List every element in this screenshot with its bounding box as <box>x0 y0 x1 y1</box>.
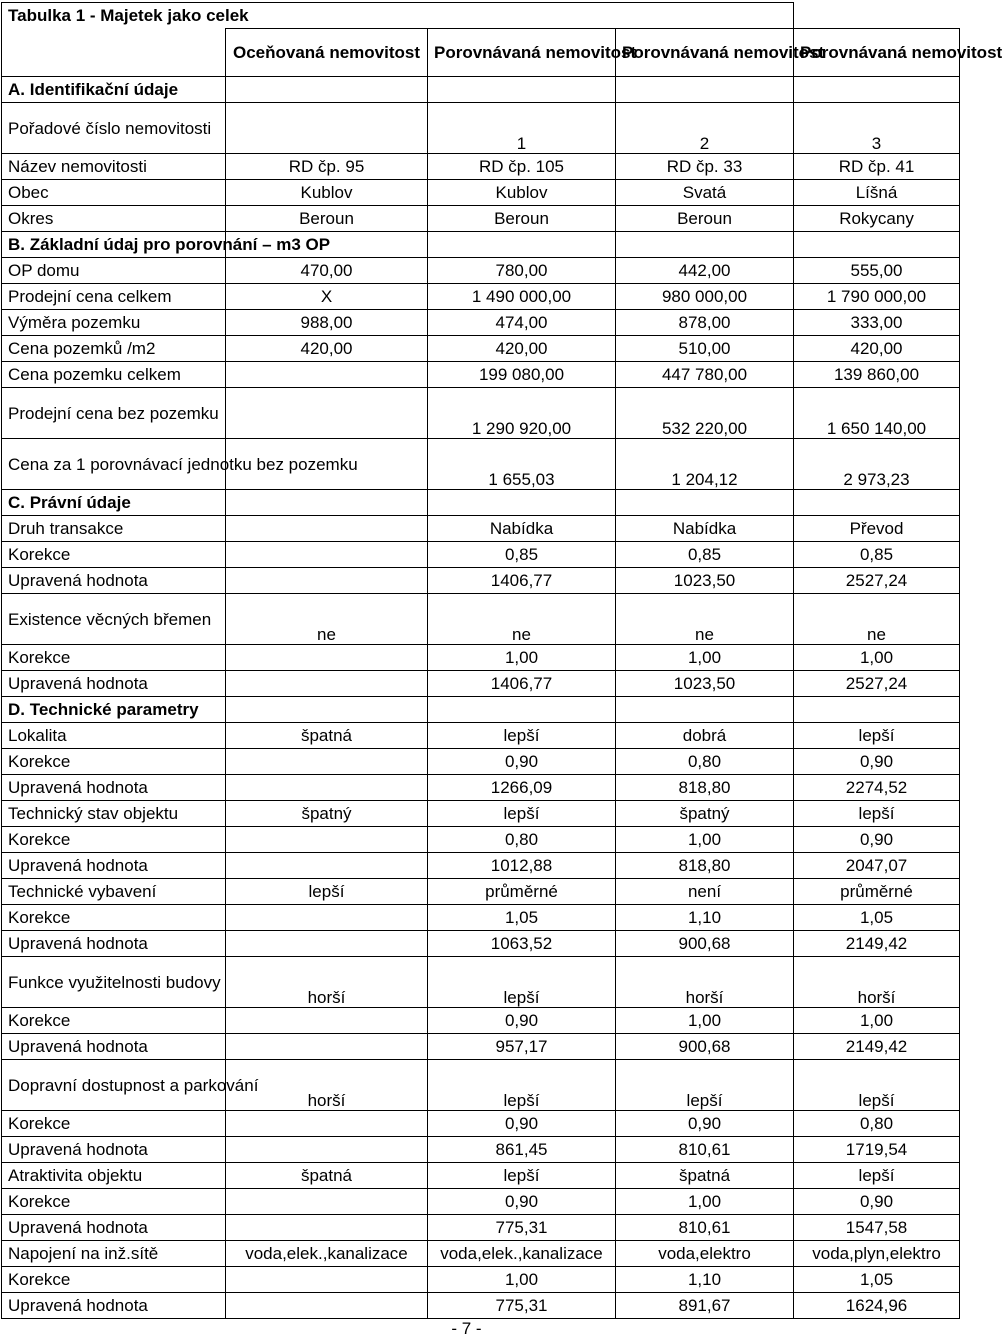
value-cell: RD čp. 33 <box>616 154 794 180</box>
section-row-d <box>2 697 960 723</box>
value-cell: horší <box>616 957 794 1008</box>
value-cell: špatná <box>226 1163 428 1189</box>
value-cell: 957,17 <box>428 1034 616 1060</box>
empty-cell <box>226 697 428 723</box>
value-cell: 2527,24 <box>794 671 960 697</box>
value-cell: 1 655,03 <box>428 439 616 490</box>
value-cell: lepší <box>226 879 428 905</box>
value-cell: 420,00 <box>794 336 960 362</box>
row-label: Korekce <box>2 749 226 775</box>
value-cell: 1,00 <box>616 827 794 853</box>
row-label: Prodejní cena celkem <box>2 284 226 310</box>
value-cell: horší <box>226 1060 428 1111</box>
row-label: Korekce <box>2 1008 226 1034</box>
empty-cell <box>794 232 960 258</box>
value-cell: 810,61 <box>616 1137 794 1163</box>
value-cell: 0,85 <box>616 542 794 568</box>
value-cell: 0,90 <box>428 1189 616 1215</box>
value-cell: RD čp. 95 <box>226 154 428 180</box>
row-label: Okres <box>2 206 226 232</box>
table-row <box>2 1111 960 1137</box>
value-cell: 1,10 <box>616 1267 794 1293</box>
table-row <box>2 827 960 853</box>
value-cell: 333,00 <box>794 310 960 336</box>
value-cell: 0,90 <box>428 749 616 775</box>
value-cell: 1 <box>428 103 616 154</box>
value-cell: 3 <box>794 103 960 154</box>
empty-cell <box>428 697 616 723</box>
table-row <box>2 671 960 697</box>
row-label: Upravená hodnota <box>2 568 226 594</box>
empty-cell <box>794 490 960 516</box>
value-cell: 0,90 <box>428 1111 616 1137</box>
table-title: Tabulka 1 - Majetek jako celek <box>2 3 794 29</box>
value-cell: 1719,54 <box>794 1137 960 1163</box>
table-row <box>2 310 960 336</box>
row-label: Upravená hodnota <box>2 853 226 879</box>
value-cell <box>226 749 428 775</box>
row-label: Obec <box>2 180 226 206</box>
value-cell: 1,00 <box>616 1008 794 1034</box>
value-cell: 1266,09 <box>428 775 616 801</box>
title-blank-cell <box>794 3 960 29</box>
row-label: Prodejní cena bez pozemku <box>2 388 226 439</box>
value-cell <box>226 1293 428 1319</box>
value-cell: 2047,07 <box>794 853 960 879</box>
row-label: Korekce <box>2 645 226 671</box>
section-row-c <box>2 490 960 516</box>
row-label: Korekce <box>2 827 226 853</box>
value-cell: 1,00 <box>794 1008 960 1034</box>
value-cell: 1406,77 <box>428 568 616 594</box>
row-label: Lokalita <box>2 723 226 749</box>
table-row <box>2 1241 960 1267</box>
row-label: Název nemovitosti <box>2 154 226 180</box>
table-row <box>2 1008 960 1034</box>
value-cell: Nabídka <box>616 516 794 542</box>
value-cell: 818,80 <box>616 853 794 879</box>
value-cell: 0,90 <box>794 1189 960 1215</box>
table-row <box>2 336 960 362</box>
value-cell: 199 080,00 <box>428 362 616 388</box>
value-cell: 2 973,23 <box>794 439 960 490</box>
row-label: Upravená hodnota <box>2 775 226 801</box>
value-cell: Převod <box>794 516 960 542</box>
value-cell: 1,05 <box>794 1267 960 1293</box>
value-cell: Beroun <box>616 206 794 232</box>
value-cell: 2527,24 <box>794 568 960 594</box>
row-label: Upravená hodnota <box>2 671 226 697</box>
value-cell: 442,00 <box>616 258 794 284</box>
value-cell: horší <box>794 957 960 1008</box>
value-cell: špatná <box>226 723 428 749</box>
header-row <box>2 29 960 77</box>
table-row <box>2 154 960 180</box>
table-row <box>2 775 960 801</box>
value-cell: 1624,96 <box>794 1293 960 1319</box>
value-cell: Beroun <box>226 206 428 232</box>
value-cell: 1 204,12 <box>616 439 794 490</box>
table-row <box>2 879 960 905</box>
value-cell: 1063,52 <box>428 931 616 957</box>
value-cell: horší <box>226 957 428 1008</box>
table-row <box>2 542 960 568</box>
value-cell: lepší <box>794 801 960 827</box>
table-row <box>2 931 960 957</box>
row-label: Cena za 1 porovnávací jednotku bez pozemku <box>2 439 226 490</box>
value-cell: Kublov <box>226 180 428 206</box>
table-row <box>2 258 960 284</box>
value-cell <box>226 853 428 879</box>
value-cell: 1,00 <box>428 1267 616 1293</box>
table-row <box>2 594 960 645</box>
row-label: OP domu <box>2 258 226 284</box>
value-cell: 900,68 <box>616 931 794 957</box>
table-row <box>2 1189 960 1215</box>
value-cell: Nabídka <box>428 516 616 542</box>
empty-cell <box>616 697 794 723</box>
value-cell <box>226 1111 428 1137</box>
value-cell <box>226 516 428 542</box>
value-cell: 0,90 <box>428 1008 616 1034</box>
table-row <box>2 905 960 931</box>
empty-cell <box>616 232 794 258</box>
value-cell <box>226 388 428 439</box>
row-label: Korekce <box>2 905 226 931</box>
value-cell: 1,00 <box>794 645 960 671</box>
table-row <box>2 568 960 594</box>
value-cell: lepší <box>616 1060 794 1111</box>
value-cell: 2 <box>616 103 794 154</box>
row-label: Existence věcných břemen <box>2 594 226 645</box>
value-cell <box>226 905 428 931</box>
value-cell: ne <box>226 594 428 645</box>
empty-cell <box>428 490 616 516</box>
value-cell: ne <box>794 594 960 645</box>
empty-cell <box>428 232 616 258</box>
value-cell: 0,80 <box>794 1111 960 1137</box>
table-row <box>2 749 960 775</box>
value-cell: 818,80 <box>616 775 794 801</box>
value-cell: voda,elek.,kanalizace <box>428 1241 616 1267</box>
value-cell: 1406,77 <box>428 671 616 697</box>
row-label: Korekce <box>2 1189 226 1215</box>
value-cell <box>226 542 428 568</box>
value-cell: 1 790 000,00 <box>794 284 960 310</box>
value-cell: Líšná <box>794 180 960 206</box>
value-cell: 1 650 140,00 <box>794 388 960 439</box>
table-row <box>2 1215 960 1241</box>
empty-cell <box>616 490 794 516</box>
value-cell: 1023,50 <box>616 568 794 594</box>
title-row <box>2 3 960 29</box>
header-subject: Oceňovaná nemovitost <box>226 29 428 77</box>
table-body <box>2 3 1002 1319</box>
value-cell: lepší <box>794 1060 960 1111</box>
section-heading: C. Právní údaje <box>2 490 226 516</box>
value-cell: dobrá <box>616 723 794 749</box>
table-row <box>2 1163 960 1189</box>
value-cell: 1,05 <box>794 905 960 931</box>
value-cell <box>226 1034 428 1060</box>
section-heading: B. Základní údaj pro porovnání – m3 OP <box>2 232 226 258</box>
value-cell <box>226 103 428 154</box>
table-row <box>2 957 960 1008</box>
value-cell <box>226 645 428 671</box>
value-cell: 0,90 <box>616 1111 794 1137</box>
row-label: Cena pozemků /m2 <box>2 336 226 362</box>
table-row <box>2 723 960 749</box>
value-cell: 780,00 <box>428 258 616 284</box>
value-cell: průměrné <box>794 879 960 905</box>
value-cell: 1 490 000,00 <box>428 284 616 310</box>
value-cell: 775,31 <box>428 1215 616 1241</box>
empty-cell <box>794 697 960 723</box>
table-row <box>2 1267 960 1293</box>
table-row <box>2 206 960 232</box>
table-row <box>2 362 960 388</box>
table-row <box>2 1060 960 1111</box>
value-cell: 900,68 <box>616 1034 794 1060</box>
table-row <box>2 439 960 490</box>
value-cell: 1,00 <box>616 645 794 671</box>
row-label: Korekce <box>2 1267 226 1293</box>
row-label: Upravená hodnota <box>2 1034 226 1060</box>
value-cell: 0,80 <box>428 827 616 853</box>
row-label: Technické vybavení <box>2 879 226 905</box>
table-row <box>2 645 960 671</box>
header-blank-cell <box>2 29 226 77</box>
row-label: Upravená hodnota <box>2 1137 226 1163</box>
value-cell: 861,45 <box>428 1137 616 1163</box>
table-row <box>2 284 960 310</box>
empty-cell <box>226 490 428 516</box>
value-cell: 470,00 <box>226 258 428 284</box>
empty-cell <box>226 77 428 103</box>
value-cell: Beroun <box>428 206 616 232</box>
value-cell: lepší <box>428 957 616 1008</box>
value-cell: ne <box>428 594 616 645</box>
row-label: Korekce <box>2 542 226 568</box>
value-cell: lepší <box>428 723 616 749</box>
value-cell: 510,00 <box>616 336 794 362</box>
value-cell: 0,80 <box>616 749 794 775</box>
value-cell: špatný <box>616 801 794 827</box>
empty-cell <box>428 77 616 103</box>
page-number: - 7 - <box>451 1319 482 1338</box>
row-label: Výměra pozemku <box>2 310 226 336</box>
value-cell <box>226 1215 428 1241</box>
value-cell: 878,00 <box>616 310 794 336</box>
value-cell: průměrné <box>428 879 616 905</box>
row-label: Dopravní dostupnost a parkování <box>2 1060 226 1111</box>
value-cell: špatný <box>226 801 428 827</box>
value-cell: 1012,88 <box>428 853 616 879</box>
value-cell: 139 860,00 <box>794 362 960 388</box>
value-cell: 2274,52 <box>794 775 960 801</box>
table-row <box>2 1034 960 1060</box>
row-label: Cena pozemku celkem <box>2 362 226 388</box>
value-cell <box>226 1267 428 1293</box>
value-cell: lepší <box>794 1163 960 1189</box>
value-cell: 1547,58 <box>794 1215 960 1241</box>
value-cell: špatná <box>616 1163 794 1189</box>
value-cell <box>226 568 428 594</box>
table-row <box>2 516 960 542</box>
row-label: Funkce využitelnosti budovy <box>2 957 226 1008</box>
value-cell: 555,00 <box>794 258 960 284</box>
table-row <box>2 388 960 439</box>
value-cell: 0,85 <box>428 542 616 568</box>
value-cell: 1 290 920,00 <box>428 388 616 439</box>
value-cell: 891,67 <box>616 1293 794 1319</box>
header-compared-3: Porovnávaná nemovitost <box>794 29 960 77</box>
value-cell: 532 220,00 <box>616 388 794 439</box>
value-cell: 0,90 <box>794 827 960 853</box>
empty-cell <box>794 77 960 103</box>
row-label: Atraktivita objektu <box>2 1163 226 1189</box>
row-label: Upravená hodnota <box>2 1215 226 1241</box>
table-row <box>2 1293 960 1319</box>
value-cell: 420,00 <box>428 336 616 362</box>
table-row <box>2 1137 960 1163</box>
value-cell: 1,05 <box>428 905 616 931</box>
value-cell: 2149,42 <box>794 931 960 957</box>
value-cell: voda,elek.,kanalizace <box>226 1241 428 1267</box>
table-row <box>2 180 960 206</box>
row-label: Technický stav objektu <box>2 801 226 827</box>
value-cell: 447 780,00 <box>616 362 794 388</box>
value-cell: Kublov <box>428 180 616 206</box>
table-row <box>2 103 960 154</box>
value-cell: RD čp. 41 <box>794 154 960 180</box>
row-label: Druh transakce <box>2 516 226 542</box>
value-cell <box>226 1008 428 1034</box>
value-cell: voda,plyn,elektro <box>794 1241 960 1267</box>
value-cell: Svatá <box>616 180 794 206</box>
value-cell: 0,90 <box>794 749 960 775</box>
value-cell <box>226 931 428 957</box>
value-cell: 980 000,00 <box>616 284 794 310</box>
value-cell: lepší <box>428 1163 616 1189</box>
section-heading: D. Technické parametry <box>2 697 226 723</box>
value-cell: 420,00 <box>226 336 428 362</box>
row-label: Upravená hodnota <box>2 1293 226 1319</box>
value-cell: 775,31 <box>428 1293 616 1319</box>
value-cell <box>226 827 428 853</box>
value-cell <box>226 1189 428 1215</box>
value-cell: lepší <box>794 723 960 749</box>
value-cell <box>226 362 428 388</box>
value-cell <box>226 775 428 801</box>
section-row-b <box>2 232 960 258</box>
value-cell: lepší <box>428 801 616 827</box>
section-row-a <box>2 77 960 103</box>
value-cell: 1,00 <box>616 1189 794 1215</box>
valuation-table <box>1 2 1002 1319</box>
header-compared-1: Porovnávaná nemovitost <box>428 29 616 77</box>
value-cell: 0,85 <box>794 542 960 568</box>
value-cell: ne <box>616 594 794 645</box>
value-cell: není <box>616 879 794 905</box>
value-cell <box>226 671 428 697</box>
table-row <box>2 853 960 879</box>
value-cell: RD čp. 105 <box>428 154 616 180</box>
header-compared-2: Porovnávaná nemovitost <box>616 29 794 77</box>
value-cell: 810,61 <box>616 1215 794 1241</box>
value-cell: Rokycany <box>794 206 960 232</box>
value-cell: 474,00 <box>428 310 616 336</box>
row-label: Korekce <box>2 1111 226 1137</box>
row-label: Pořadové číslo nemovitosti <box>2 103 226 154</box>
value-cell: voda,elektro <box>616 1241 794 1267</box>
value-cell: 2149,42 <box>794 1034 960 1060</box>
table-row <box>2 801 960 827</box>
value-cell: 988,00 <box>226 310 428 336</box>
value-cell: X <box>226 284 428 310</box>
value-cell: 1,10 <box>616 905 794 931</box>
empty-cell <box>616 77 794 103</box>
value-cell: 1,00 <box>428 645 616 671</box>
section-heading: A. Identifikační údaje <box>2 77 226 103</box>
row-label: Napojení na inž.sítě <box>2 1241 226 1267</box>
value-cell: lepší <box>428 1060 616 1111</box>
row-label: Upravená hodnota <box>2 931 226 957</box>
value-cell: 1023,50 <box>616 671 794 697</box>
value-cell <box>226 1137 428 1163</box>
